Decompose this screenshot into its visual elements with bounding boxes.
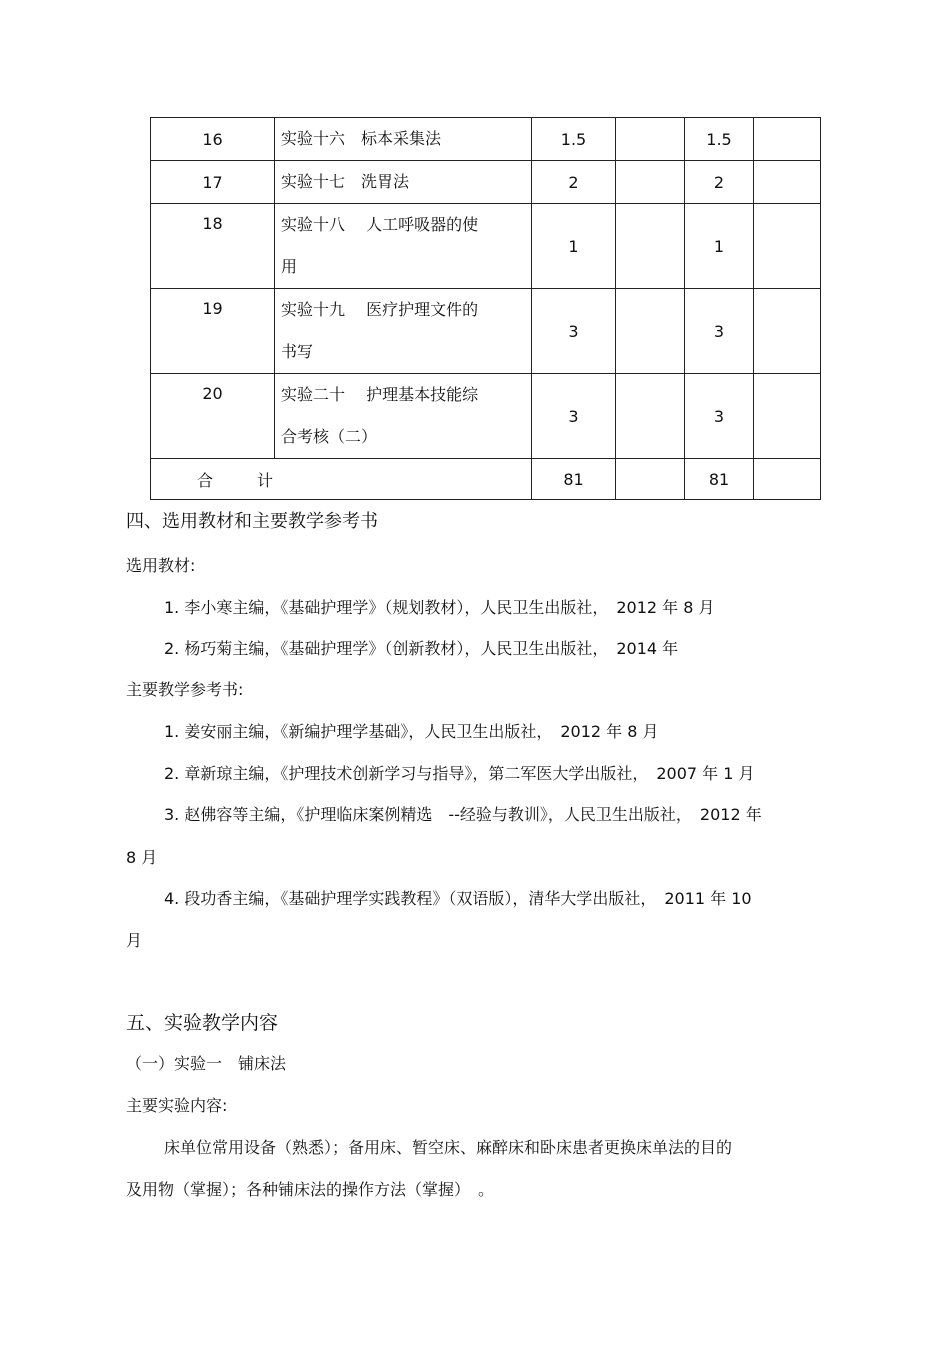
table-row	[151, 289, 821, 374]
empty-cell	[616, 118, 685, 161]
section5-heading: 五、实验教学内容	[126, 1012, 279, 1034]
empty-cell	[754, 459, 821, 500]
lab-hours: 3	[685, 289, 754, 374]
empty-cell	[616, 289, 685, 374]
hours-table	[150, 117, 821, 500]
empty-cell	[616, 374, 685, 459]
ref-item: 1. 姜安丽主编，《新编护理学基础》，人民卫生出版社， 2012 年 8 月	[164, 722, 659, 741]
total-label	[151, 459, 532, 500]
lab-hours: 3	[685, 374, 754, 459]
name-line: 实验十九 医疗护理文件的	[281, 300, 479, 319]
empty-cell	[754, 118, 821, 161]
empty-cell	[754, 204, 821, 289]
empty-cell	[616, 459, 685, 500]
textbook-item: 1. 李小寒主编，《基础护理学》（规划教材），人民卫生出版社， 2012 年 8 月	[164, 598, 715, 617]
total-label-a: 合	[197, 470, 214, 490]
ref-item-continuation: 8 月	[126, 848, 158, 867]
row-number: 18	[151, 204, 275, 289]
total-label-b: 计	[257, 470, 274, 490]
ref-item: 4. 段功香主编，《基础护理学实践教程》（双语版），清华大学出版社， 2011 年 10	[164, 889, 752, 908]
lab-hours: 1	[685, 204, 754, 289]
table-row	[151, 118, 821, 161]
row-number: 16	[151, 118, 275, 161]
row-number: 20	[151, 374, 275, 459]
total-hours: 2	[532, 161, 616, 204]
textbook-item: 2. 杨巧菊主编，《基础护理学》（创新教材），人民卫生出版社， 2014 年	[164, 639, 679, 658]
lab-hours-sum: 81	[685, 459, 754, 500]
total-hours: 1	[532, 204, 616, 289]
ref-item-continuation: 月	[126, 931, 143, 950]
row-number: 17	[151, 161, 275, 204]
total-hours: 3	[532, 374, 616, 459]
total-row	[151, 459, 821, 500]
name-line: 合考核（二）	[281, 427, 378, 446]
ref-item: 2. 章新琼主编，《护理技术创新学习与指导》，第二军医大学出版社， 2007 年 1 月	[164, 764, 755, 783]
empty-cell	[754, 374, 821, 459]
total-hours: 1.5	[532, 118, 616, 161]
empty-cell	[754, 289, 821, 374]
empty-cell	[616, 161, 685, 204]
total-hours-sum: 81	[532, 459, 616, 500]
name-line: 用	[281, 257, 298, 276]
experiment-name	[275, 204, 532, 289]
lab-hours: 1.5	[685, 118, 754, 161]
experiment-subheading: （一）实验一 铺床法	[126, 1054, 287, 1073]
section4-heading: 四、选用教材和主要教学参考书	[126, 511, 378, 532]
empty-cell	[616, 204, 685, 289]
experiment-name	[275, 374, 532, 459]
table-row	[151, 374, 821, 459]
table-row	[151, 161, 821, 204]
table-row	[151, 204, 821, 289]
lab-hours: 2	[685, 161, 754, 204]
content-line: 床单位常用设备（熟悉）；备用床、暂空床、麻醉床和卧床患者更换床单法的目的	[164, 1138, 733, 1157]
experiment-name: 实验十七 洗胃法	[275, 161, 532, 204]
ref-item: 3. 赵佛容等主编，《护理临床案例精选 --经验与教训》，人民卫生出版社， 2012 年	[164, 805, 762, 824]
content-line: 及用物（掌握）；各种铺床法的操作方法（掌握） 。	[126, 1180, 495, 1199]
refs-label: 主要教学参考书:	[126, 680, 244, 699]
total-hours: 3	[532, 289, 616, 374]
empty-cell	[754, 161, 821, 204]
name-line: 实验二十 护理基本技能综	[281, 385, 479, 404]
name-line: 书写	[281, 342, 314, 361]
row-number: 19	[151, 289, 275, 374]
content-label: 主要实验内容:	[126, 1096, 228, 1115]
textbooks-label: 选用教材:	[126, 556, 196, 575]
experiment-name	[275, 289, 532, 374]
experiment-name: 实验十六 标本采集法	[275, 118, 532, 161]
name-line: 实验十八 人工呼吸器的使	[281, 215, 479, 234]
